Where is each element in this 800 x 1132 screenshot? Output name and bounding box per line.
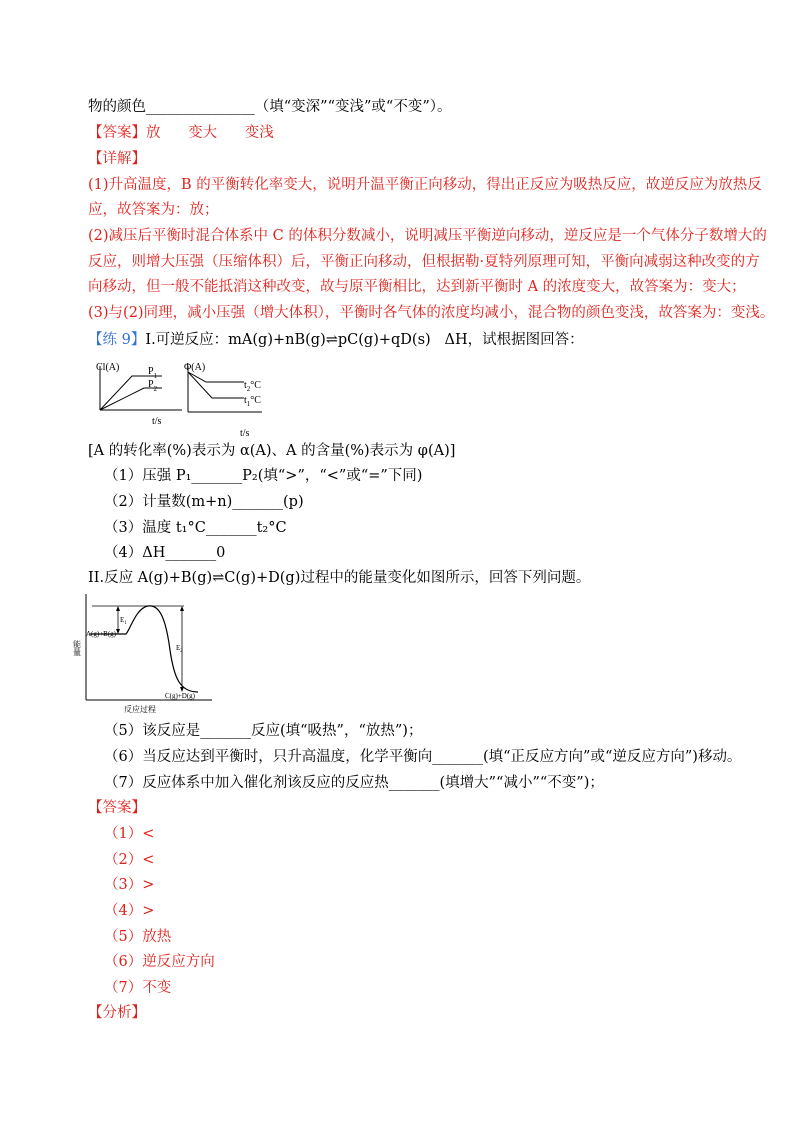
x-axis-label: t/s: [152, 416, 162, 427]
exercise-text: I.可逆反应：mA(g)+nB(g)⇌pC(g)+qD(s) ΔH，试根据图回答：: [145, 332, 584, 348]
answer-item: （4）>: [104, 903, 155, 919]
question-line: （6）当反应达到平衡时，只升高温度，化学平衡向_______(填“正反应方向”或“逆反应方向”)移动。: [104, 749, 742, 765]
detail-line: (1)升高温度，B 的平衡转化率变大，说明升温平衡正向移动，得出正反应为吸热反应，故逆反应为放热反: [88, 177, 762, 193]
detail-line: 应，故答案为：放；: [88, 202, 219, 218]
detail-line: 反应，则增大压强（压缩体积）后，平衡正向移动，但根据勒·夏特列原理可知，平衡向减弱这种改变的方: [88, 254, 760, 270]
question-line: （3）温度 t₁°C_______t₂°C: [104, 520, 287, 536]
detail-label: 【详解】: [88, 151, 146, 167]
energy-diagram: [72, 590, 222, 716]
question-line: （2）计量数(m+n)_______(p): [104, 494, 304, 510]
y-axis-label: Φ(A): [184, 362, 206, 373]
answer-item: （6）逆反应方向: [104, 954, 215, 970]
x-axis-label: 反应过程: [124, 705, 156, 714]
note-line: [A 的转化率(%)表示为 α(A)、A 的含量(%)表示为 φ(A)]: [88, 443, 456, 459]
answer-values: 放 变大 变浅: [146, 125, 274, 141]
e1-arrow-head: [116, 606, 120, 611]
y-axis-label: 能量: [72, 640, 82, 656]
detail-line: (3)与(2)同理，减小压强（增大体积），平衡时各气体的浓度均减小，混合物的颜色变浅，故答案为：变浅。: [88, 305, 775, 321]
exercise-tag: 【练 9】: [88, 332, 146, 348]
answer-label: 【答案】: [88, 800, 146, 816]
answer-line: [88, 123, 274, 143]
question-line: （1）压强 P₁_______P₂(填“>”，“<”或“=”下同): [104, 468, 423, 484]
answer-item: （5）放热: [104, 929, 172, 945]
detail-line: 向移动，但一般不能抵消这种改变，故与原平衡相比，达到新平衡时 A 的浓度变大，故答案为：变大；: [88, 279, 746, 295]
curve-t1: [188, 372, 244, 398]
question-line: （7）反应体系中加入催化剂该反应的反应热_______(填增大”“减小”“不变”)；: [104, 775, 604, 791]
x-axis-label: t/s: [240, 428, 250, 439]
reactants-label: A(g)+B(g): [86, 630, 116, 638]
detail-line: (2)减压后平衡时混合体系中 C 的体积分数减小，说明减压平衡逆向移动，逆反应是一个气体分子数增大的: [88, 228, 767, 244]
part-ii-line: II.反应 A(g)+B(g)⇌C(g)+D(g)过程中的能量变化如图所示，回答下列问题。: [88, 570, 591, 586]
answer-item: （3）>: [104, 877, 155, 893]
content-time-graph: [184, 358, 284, 448]
products-label: C(g)+D(g): [165, 692, 195, 700]
conversion-time-graph: [96, 358, 186, 430]
label-p2: $P_2$: [148, 379, 158, 393]
answer-label: 【答案】: [88, 125, 146, 141]
answer-item: （7）不变: [104, 980, 172, 996]
answer-item: （1）<: [104, 826, 155, 842]
y-axis-label: Cl(A): [96, 362, 120, 373]
question-line: （4）ΔH_______0: [104, 545, 226, 561]
e1-label: $E_1$: [120, 616, 127, 626]
analysis-label: 【分析】: [88, 1005, 146, 1021]
label-t1: $t_1^\circ C$: [244, 395, 261, 408]
text-line: 物的颜色_______________（填“变深”“变浅”或“不变”）。: [88, 99, 452, 115]
label-p1: $P_1$: [148, 366, 158, 380]
e2-arrow-head: [180, 606, 184, 611]
question-line: （5）该反应是_______反应(填“吸热”，“放热”)；: [104, 723, 423, 739]
label-t2: $t_2^\circ C$: [244, 380, 261, 393]
exercise-header: [88, 330, 584, 350]
e1-arrow-tail: [116, 629, 120, 634]
answer-item: （2）<: [104, 852, 155, 868]
e2-label: $E_2$: [176, 644, 183, 654]
